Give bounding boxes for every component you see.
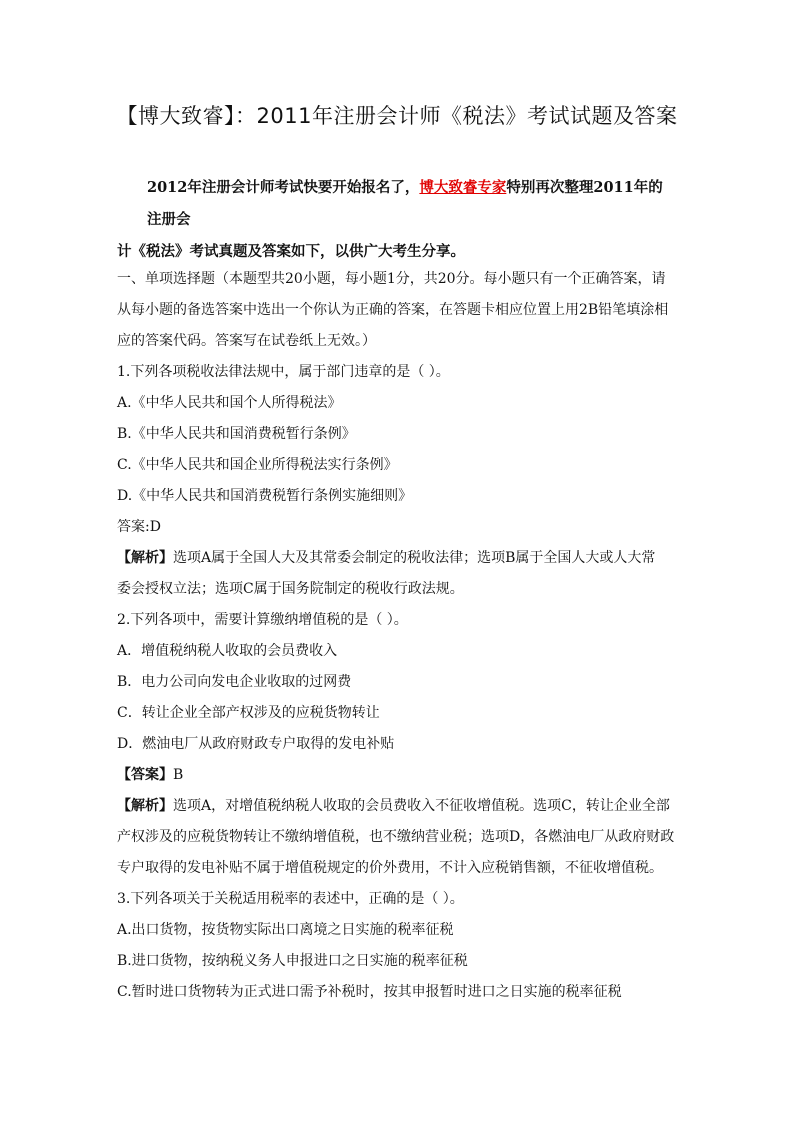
intro-text-2: 特别再次整理2011年的注册会 bbox=[147, 179, 663, 228]
question-3-option-b: B.进口货物，按纳税义务人申报进口之日实施的税率征税 bbox=[117, 953, 468, 969]
question-1-option-c: C.《中华人民共和国企业所得税法实行条例》 bbox=[117, 457, 398, 473]
section-instructions-line-3: 应的答案代码。答案写在试卷纸上无效。） bbox=[117, 333, 376, 349]
intro-paragraph bbox=[117, 172, 677, 268]
question-2-option-a: A．增值税纳税人收取的会员费收入 bbox=[117, 643, 338, 659]
question-1-analysis-line-1 bbox=[117, 543, 682, 574]
question-2-answer bbox=[117, 760, 682, 791]
question-2-option-d: D．燃油电厂从政府财政专户取得的发电补贴 bbox=[117, 736, 395, 752]
question-2-stem: 2.下列各项中，需要计算缴纳增值税的是（ ）。 bbox=[117, 612, 408, 628]
intro-line-2: 计《税法》考试真题及答案如下，以供广大考生分享。 bbox=[117, 243, 465, 260]
section-instructions-line-1: 一、单项选择题（本题型共20小题，每小题1分，共20分。每小题只有一个正确答案，请 bbox=[117, 271, 666, 287]
analysis-text: 选项A，对增值税纳税人收取的会员费收入不征收增值税。选项C，转让企业全部 bbox=[173, 798, 670, 814]
question-1-option-a: A.《中华人民共和国个人所得税法》 bbox=[117, 395, 342, 411]
answer-label: 【答案】 bbox=[117, 767, 173, 783]
question-1-option-d: D.《中华人民共和国消费税暂行条例实施细则》 bbox=[117, 488, 413, 504]
section-instructions-line-2: 从每小题的备选答案中选出一个你认为正确的答案，在答题卡相应位置上用2B铅笔填涂相 bbox=[117, 302, 669, 318]
analysis-label: 【解析】 bbox=[117, 798, 173, 814]
intro-text-1: 2012年注册会计师考试快要开始报名了， bbox=[147, 179, 420, 196]
question-1-option-b: B.《中华人民共和国消费税暂行条例》 bbox=[117, 426, 356, 442]
answer-value: B bbox=[173, 767, 184, 783]
question-1-analysis-line-2: 委会授权立法；选项C属于国务院制定的税收行政法规。 bbox=[117, 581, 464, 597]
analysis-text: 选项A属于全国人大及其常委会制定的税收法律；选项B属于全国人大或人大常 bbox=[173, 550, 656, 566]
question-3-option-a: A.出口货物，按货物实际出口离境之日实施的税率征税 bbox=[117, 922, 454, 938]
question-3-stem: 3.下列各项关于关税适用税率的表述中，正确的是（ ）。 bbox=[117, 891, 464, 907]
question-2-analysis-line-3: 专户取得的发电补贴不属于增值税规定的价外费用，不计入应税销售额，不征收增值税。 bbox=[117, 860, 663, 876]
document-title: 【博大致睿】：2011年注册会计师《税法》考试试题及答案 bbox=[116, 104, 678, 128]
question-2-analysis-line-2: 产权涉及的应税货物转让不缴纳增值税，也不缴纳营业税；选项D，各燃油电厂从政府财政 bbox=[117, 829, 675, 845]
expert-link[interactable]: 博大致睿专家 bbox=[419, 179, 507, 196]
analysis-label: 【解析】 bbox=[117, 550, 173, 566]
question-1-answer: 答案:D bbox=[117, 519, 161, 535]
exam-content bbox=[117, 264, 682, 1008]
question-2-analysis-line-1 bbox=[117, 791, 682, 822]
question-2-option-b: B．电力公司向发电企业收取的过网费 bbox=[117, 674, 352, 690]
intro-line-1 bbox=[117, 172, 677, 236]
question-1-stem: 1.下列各项税收法律法规中，属于部门违章的是（ ）。 bbox=[117, 364, 450, 380]
question-3-option-c: C.暂时进口货物转为正式进口需予补税时，按其申报暂时进口之日实施的税率征税 bbox=[117, 984, 622, 1000]
question-2-option-c: C．转让企业全部产权涉及的应税货物转让 bbox=[117, 705, 380, 721]
